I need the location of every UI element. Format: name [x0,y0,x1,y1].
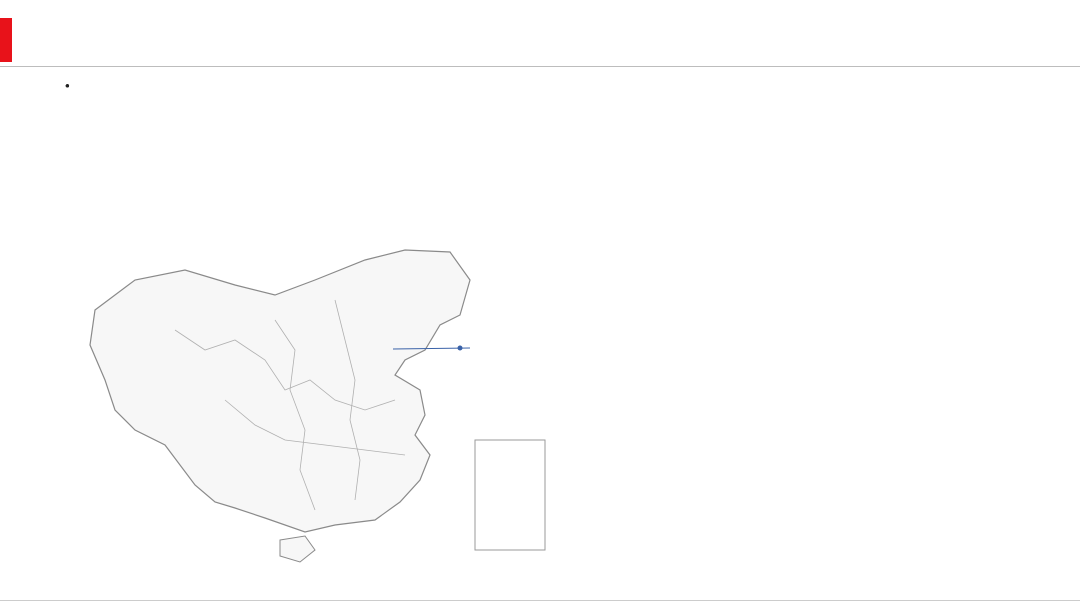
china-map [75,240,555,580]
south-sea-inset [475,440,545,550]
title-accent-bar [0,18,12,62]
hainan-island [280,536,315,562]
china-outline [90,250,470,532]
title-divider [0,66,1080,67]
bar-chart [570,248,1000,588]
china-map-svg [75,240,555,580]
footer-rule [0,600,1080,601]
bar-chart-svg [570,248,1000,588]
tianjin-pointer-dot [458,346,463,351]
